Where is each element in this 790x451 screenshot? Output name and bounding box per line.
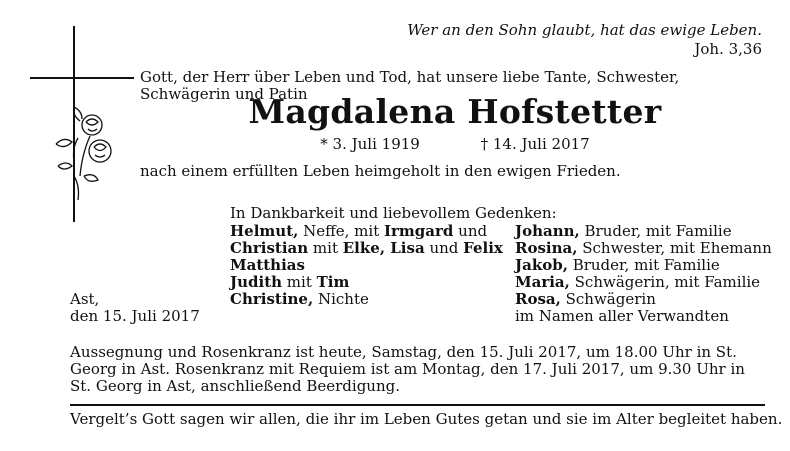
bible-reference: Joh. 3,36 bbox=[694, 40, 762, 58]
mourner-line: Judith mit Tim bbox=[230, 273, 350, 291]
mourners-left-column bbox=[230, 222, 503, 308]
funeral-details: Aussegnung und Rosenkranz ist heute, Samstag, den 15. Juli 2017, um 18.00 Uhr in St. Georg in Ast. Rosenkranz mit Requiem ist am Montag, den 17. Juli 2017, um 9.30 Uhr in St. Georg in Ast, anschließend Beerdigung. bbox=[70, 343, 745, 395]
place-and-date bbox=[70, 291, 200, 325]
place-city: Ast, bbox=[70, 290, 100, 308]
closing-text: Vergelt’s Gott sagen wir allen, die ihr im Leben Gutes getan und sie im Alter begleitet haben. bbox=[70, 410, 783, 428]
cross-with-rose-icon bbox=[28, 26, 138, 226]
mourner-line: Jakob, Bruder, mit Familie bbox=[515, 256, 720, 274]
mourner-line: Christian mit Elke, Lisa und Felix bbox=[230, 239, 503, 257]
mourner-line: Helmut, Neffe, mit Irmgard und bbox=[230, 222, 488, 240]
mourners-right-column bbox=[515, 223, 775, 325]
mourner-line: Maria, Schwägerin, mit Familie bbox=[515, 273, 761, 291]
birth-date: * 3. Juli 1919 bbox=[320, 135, 420, 153]
divider bbox=[70, 404, 765, 406]
life-dates bbox=[140, 136, 770, 153]
mourner-line: Rosa, Schwägerin bbox=[515, 290, 656, 308]
after-text: nach einem erfüllten Leben heimgeholt in den ewigen Frieden. bbox=[140, 162, 621, 180]
mourner-line: im Namen aller Verwandten bbox=[515, 307, 729, 325]
mourner-line: Christine, Nichte bbox=[230, 290, 369, 308]
place-date: den 15. Juli 2017 bbox=[70, 307, 200, 325]
death-date: † 14. Juli 2017 bbox=[480, 135, 590, 153]
mourner-line: Rosina, Schwester, mit Ehemann bbox=[515, 239, 772, 257]
intro-text: Gott, der Herr über Leben und Tod, hat unsere liebe Tante, Schwester, Schwägerin und Patin bbox=[140, 68, 680, 103]
thanks-text: In Dankbarkeit und liebevollem Gedenken: bbox=[230, 204, 557, 222]
deceased-name: Magdalena Hofstetter bbox=[248, 92, 662, 131]
mourner-line: Johann, Bruder, mit Familie bbox=[515, 222, 732, 240]
mourner-line: Matthias bbox=[230, 256, 305, 274]
bible-quote: Wer an den Sohn glaubt, hat das ewige Leben. bbox=[407, 21, 762, 39]
